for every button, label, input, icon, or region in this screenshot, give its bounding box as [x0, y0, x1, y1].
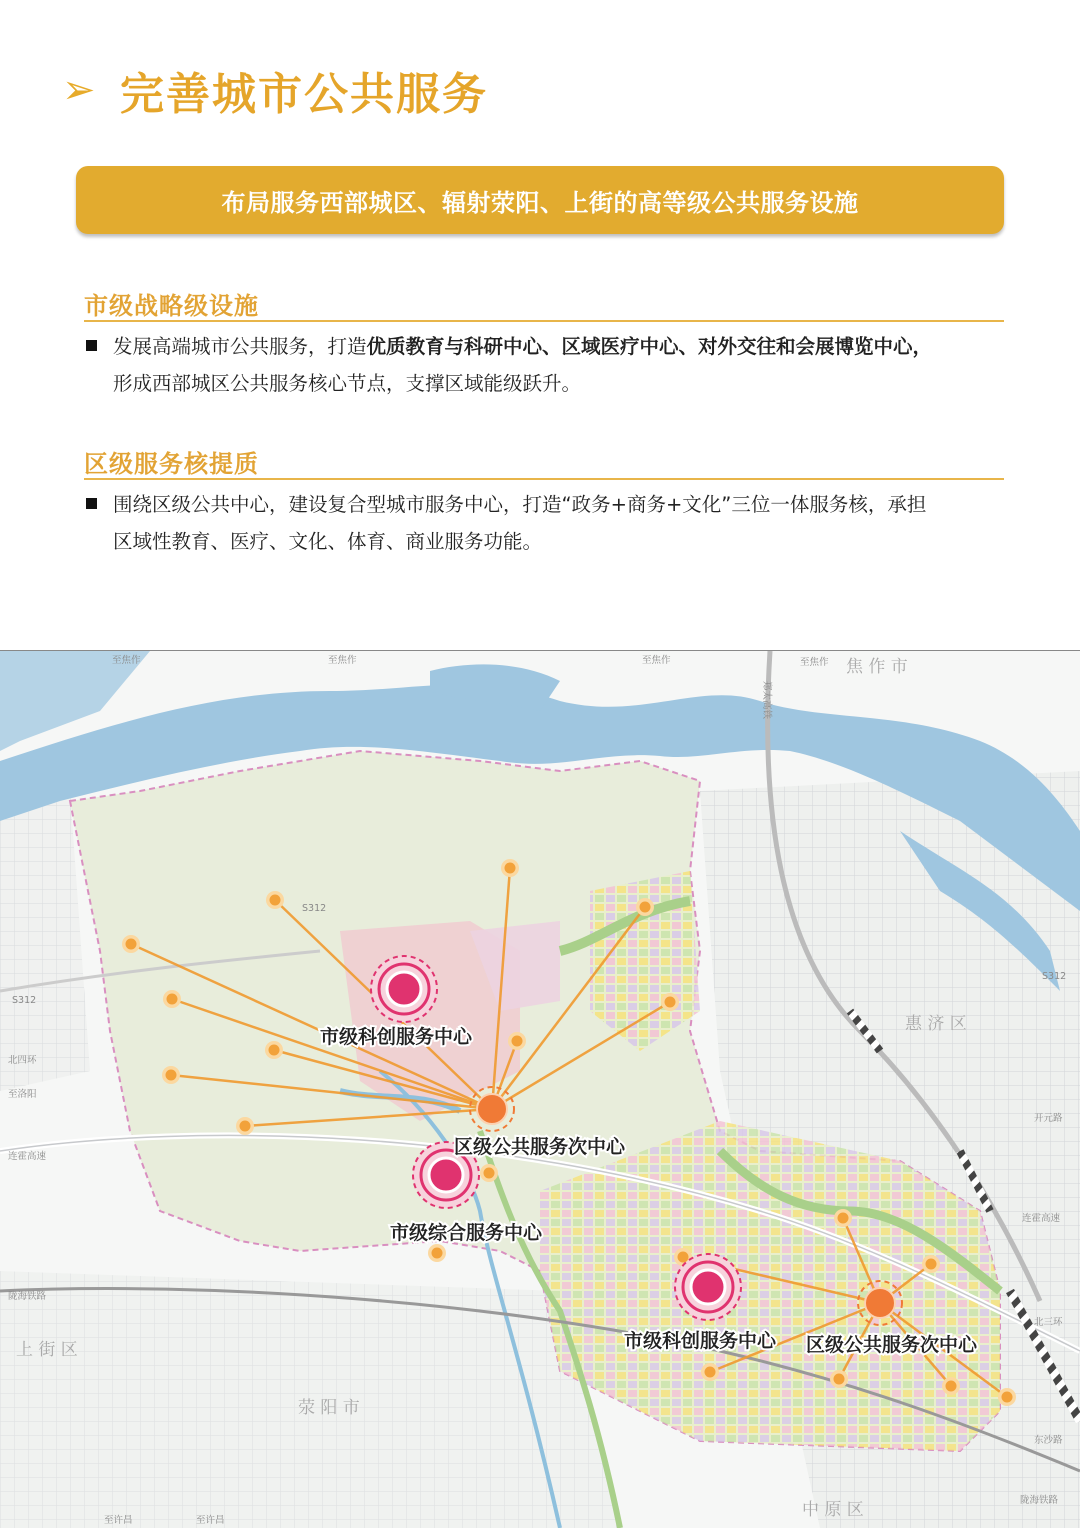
label-city-comprehensive: 市级综合服务中心 [390, 1222, 543, 1244]
road-label: 陇海铁路 [8, 1291, 47, 1302]
city-innovation-center-north-marker [371, 956, 437, 1022]
label-district-sub-east: 区级公共服务次中心 [806, 1334, 978, 1356]
service-layout-map [0, 650, 1080, 1528]
service-node [701, 1363, 719, 1381]
road-label: 至洛阳 [8, 1089, 37, 1100]
bullet-icon [86, 340, 97, 351]
theme-banner [76, 166, 1004, 234]
section-heading-district-text: 区级服务核提质 [84, 450, 259, 478]
road-label: 开元路 [1034, 1113, 1063, 1124]
section-heading-district [84, 444, 1004, 480]
road-label: 郑太高铁 [761, 681, 772, 720]
road-label: 至许昌 [196, 1515, 225, 1526]
road-label: S312 [12, 995, 37, 1006]
section-body-district [86, 486, 1004, 560]
service-node [162, 1066, 180, 1084]
road-label: S312 [302, 903, 327, 914]
road-label: 至焦作 [642, 655, 671, 666]
service-node [830, 1370, 848, 1388]
service-node [163, 990, 181, 1008]
service-node [122, 935, 140, 953]
road-label: 连霍高速 [1022, 1213, 1061, 1224]
service-node [428, 1244, 446, 1262]
service-node [922, 1255, 940, 1273]
label-zhongyuan: 中 原 区 [802, 1500, 864, 1520]
page-title-text: 完善城市公共服务 [120, 69, 488, 120]
road-label: 连霍高速 [8, 1151, 47, 1162]
section1-bold: 优质教育与科研中心、区域医疗中心、对外交往和会展博览中心， [366, 335, 933, 358]
section-heading-city-text: 市级战略级设施 [84, 292, 259, 320]
section-heading-city [84, 286, 1004, 322]
service-node [661, 993, 679, 1011]
label-xingyang: 荥 阳 市 [298, 1398, 360, 1418]
section2-line1: 围绕区级公共中心，建设复合型城市服务中心，打造“政务+商务+文化”三位一体服务核，承担 [113, 493, 927, 516]
city-innovation-center-south-marker [675, 1254, 741, 1320]
road-label: 至焦作 [800, 657, 829, 668]
service-node [834, 1209, 852, 1227]
road-label: 东沙路 [1034, 1435, 1063, 1446]
label-shangjie: 上 街 区 [16, 1340, 78, 1360]
label-huiji: 惠 济 区 [905, 1014, 967, 1034]
service-node [236, 1117, 254, 1135]
map-svg [0, 651, 1080, 1528]
road-label: 至许昌 [104, 1515, 133, 1526]
label-city-innovation-north: 市级科创服务中心 [320, 1026, 473, 1048]
road-label: S312 [1042, 971, 1067, 982]
label-district-sub-west: 区级公共服务次中心 [454, 1136, 626, 1158]
service-node [266, 891, 284, 909]
section2-line2: 区域性教育、医疗、文化、体育、商业服务功能。 [113, 530, 543, 553]
section1-line2: 形成西部城区公共服务核心节点，支撑区域能级跃升。 [113, 372, 582, 395]
section1-plain: 发展高端城市公共服务，打造 [113, 335, 367, 358]
label-jiaozuo-city: 焦 作 市 [846, 657, 908, 677]
banner-text: 布局服务西部城区、辐射荥阳、上街的高等级公共服务设施 [221, 188, 859, 217]
road-label: 至焦作 [328, 655, 357, 666]
road-label: 至焦作 [112, 655, 141, 666]
section-body-city [86, 328, 1004, 402]
road-label: 陇海铁路 [1020, 1495, 1059, 1506]
page-title [62, 58, 488, 122]
service-node [942, 1377, 960, 1395]
service-node [265, 1041, 283, 1059]
service-node [998, 1388, 1016, 1406]
label-city-innovation-south: 市级科创服务中心 [624, 1330, 777, 1352]
road-label: 北三环 [1034, 1317, 1063, 1328]
service-node [501, 859, 519, 877]
bullet-icon [86, 498, 97, 509]
arrow-icon: ➢ [62, 67, 96, 113]
service-node [480, 1164, 498, 1182]
road-label: 北四环 [8, 1055, 37, 1066]
service-node [508, 1032, 526, 1050]
service-node [636, 898, 654, 916]
